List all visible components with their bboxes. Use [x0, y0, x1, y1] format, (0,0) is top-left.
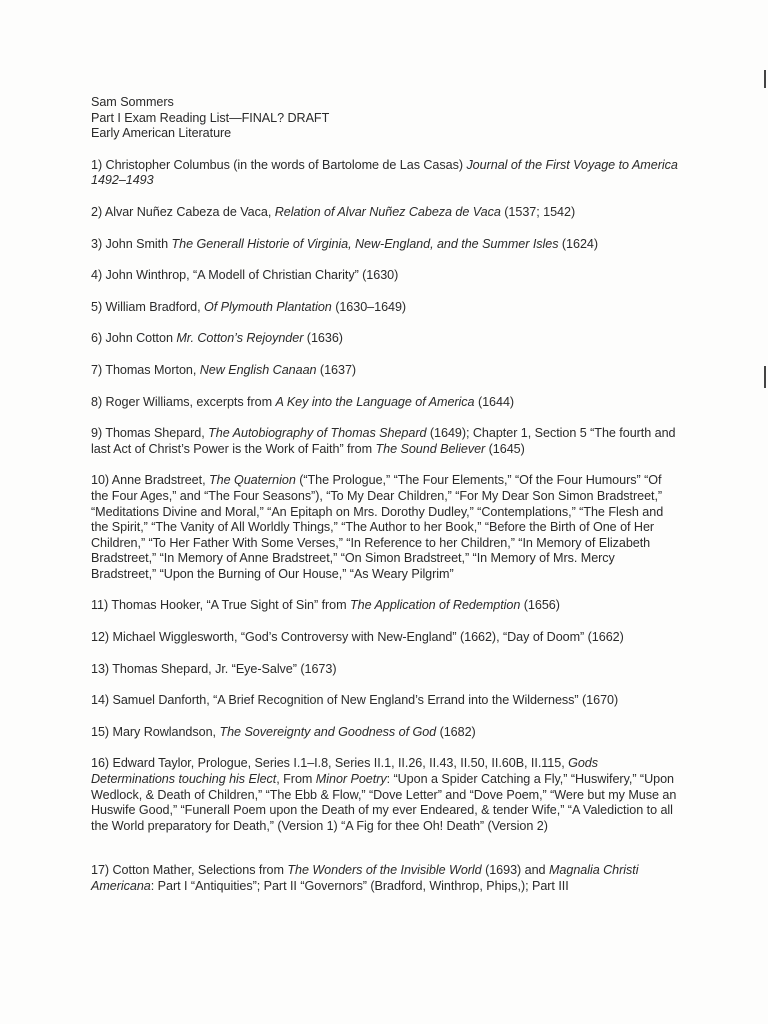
- work-title: The Sovereignty and Goodness of God: [219, 724, 437, 739]
- entry-text: 12) Michael Wigglesworth, “God’s Controversy with New-England” (1662), “Day of Doom” (1662): [91, 630, 624, 645]
- scan-edge-mark: [764, 70, 766, 88]
- reading-list-entry: [91, 205, 681, 221]
- entry-text: : Part I “Antiquities”; Part II “Governors” (Bradford, Winthrop, Phips,); Part III: [150, 879, 569, 893]
- reading-list-entry: [91, 300, 681, 316]
- entry-text: , From: [276, 772, 316, 787]
- reading-list-entry: [91, 395, 681, 411]
- entry-text: (1637): [316, 362, 357, 377]
- entry-text: 6) John Cotton: [91, 331, 177, 346]
- entry-text: 5) William Bradford,: [91, 299, 205, 314]
- work-title: The Sound Believer: [375, 441, 486, 456]
- author-name: Sam Sommers: [91, 95, 174, 109]
- work-title: A Key into the Language of America: [275, 394, 475, 409]
- reading-list-entry: [91, 863, 681, 894]
- entry-text: 8) Roger Williams, excerpts from: [91, 394, 276, 409]
- reading-list-entry: [91, 693, 681, 709]
- reading-list-entry: [91, 725, 681, 741]
- entry-text: 10) Anne Bradstreet,: [91, 473, 209, 488]
- reading-list-entry: [91, 363, 681, 379]
- entry-text: 16) Edward Taylor, Prologue, Series I.1–I.8, Series II.1, II.26, II.43, II.50, II.60B, II.115,: [91, 756, 569, 771]
- entry-text: : “Upon a Spider Catching a Fly,” “Huswifery,” “Upon Wedlock, & Death of Children,” “The Ebb & Flow,” “Dove Letter” and “Dove Poem,” “Were but my Muse an Huswife Good,” “Funerall Poem upon the Death of my ever Endeared, & tender Wife,” “A Valediction to all the World preparatory for Death,” (Version 1) “A Fig for thee Oh! Death” (Version 2): [91, 772, 677, 833]
- entry-text: (1682): [436, 724, 476, 739]
- work-title: The Autobiography of Thomas Shepard: [208, 426, 427, 441]
- entry-text: (1649); Chapter 1, Section 5 “The fourth and last Act of Christ’s Power is the Work of Faith” from: [91, 426, 676, 456]
- work-title: The Generall Historie of Virginia, New-England, and the Summer Isles: [171, 236, 559, 251]
- work-title: Mr. Cotton’s Rejoynder: [176, 331, 304, 346]
- reading-list-entry: [91, 662, 681, 678]
- entry-text: 7) Thomas Morton,: [91, 362, 200, 377]
- reading-list: [91, 158, 681, 895]
- work-title: Minor Poetry: [315, 772, 387, 787]
- entry-text: 9) Thomas Shepard,: [91, 426, 209, 441]
- work-title: Gods Determinations touching his Elect: [91, 756, 599, 787]
- entry-text: 14) Samuel Danforth, “A Brief Recognition of New England’s Errand into the Wilderness” (1670): [91, 693, 619, 708]
- entry-text: (1693) and: [481, 863, 549, 878]
- entry-text: (1644): [474, 394, 515, 409]
- entry-text: (1624): [558, 236, 599, 251]
- entry-text: 1) Christopher Columbus (in the words of Bartolome de Las Casas): [91, 157, 467, 172]
- reading-list-entry: [91, 426, 681, 457]
- work-title: The Application of Redemption: [350, 598, 521, 613]
- work-title: Journal of the First Voyage to America 1492–1493: [91, 157, 678, 188]
- work-title: New English Canaan: [199, 362, 317, 377]
- entry-text: 13) Thomas Shepard, Jr. “Eye-Salve” (1673): [91, 661, 337, 676]
- reading-list-entry: [91, 268, 681, 284]
- work-title: The Wonders of the Invisible World: [287, 863, 482, 878]
- work-title: Magnalia Christi Americana: [91, 863, 639, 893]
- entry-text: (1537; 1542): [500, 204, 576, 219]
- reading-list-entry: [91, 473, 681, 582]
- work-title: The Quaternion: [208, 473, 296, 488]
- document-subject: Early American Literature: [91, 126, 232, 141]
- entry-text: (1630–1649): [331, 299, 407, 314]
- reading-list-entry: [91, 598, 681, 614]
- entry-text: (1645): [485, 441, 525, 456]
- entry-text: 17) Cotton Mather, Selections from: [91, 863, 288, 878]
- reading-list-entry: [91, 331, 681, 347]
- entry-text: 15) Mary Rowlandson,: [91, 724, 220, 739]
- entry-text: (1656): [520, 598, 560, 613]
- reading-list-document: [91, 95, 681, 895]
- work-title: Of Plymouth Plantation: [204, 299, 332, 314]
- entry-text: 4) John Winthrop, “A Modell of Christian Charity” (1630): [91, 268, 399, 283]
- reading-list-entry: [91, 756, 681, 834]
- entry-text: 3) John Smith: [91, 236, 172, 251]
- entry-text: 11) Thomas Hooker, “A True Sight of Sin” from: [91, 598, 351, 613]
- reading-list-entry: [91, 630, 681, 646]
- entry-text: (“The Prologue,” “The Four Elements,” “Of the Four Humours” “Of the Four Ages,” and “The Four Seasons”), “To My Dear Children,” “For My Dear Son Simon Bradstreet,” “Meditations Divine and Moral,” “An Epitaph on Mrs. Dorothy Dudley,” “Contemplations,” “The Flesh and the Spirit,” “The Vanity of All Worldly Things,” “The Author to her Book,” “Before the Birth of One of Her Children,” “To Her Father With Some Verses,” “In Reference to her Children,” “In Memory of Elizabeth Bradstreet,” “In Memory of Anne Bradstreet,” “On Simon Bradstreet,” “In Memory of Mrs. Mercy Bradstreet,” “Upon the Burning of Our House,” “As Weary Pilgrim”: [91, 473, 664, 581]
- document-header: [91, 95, 681, 142]
- entry-text: (1636): [303, 331, 343, 346]
- reading-list-entry: [91, 237, 681, 253]
- work-title: Relation of Alvar Nuñez Cabeza de Vaca: [274, 204, 501, 219]
- scan-edge-mark: [764, 366, 766, 388]
- reading-list-entry: [91, 158, 681, 189]
- entry-text: 2) Alvar Nuñez Cabeza de Vaca,: [91, 204, 275, 219]
- document-title: Part I Exam Reading List—FINAL? DRAFT: [91, 110, 330, 125]
